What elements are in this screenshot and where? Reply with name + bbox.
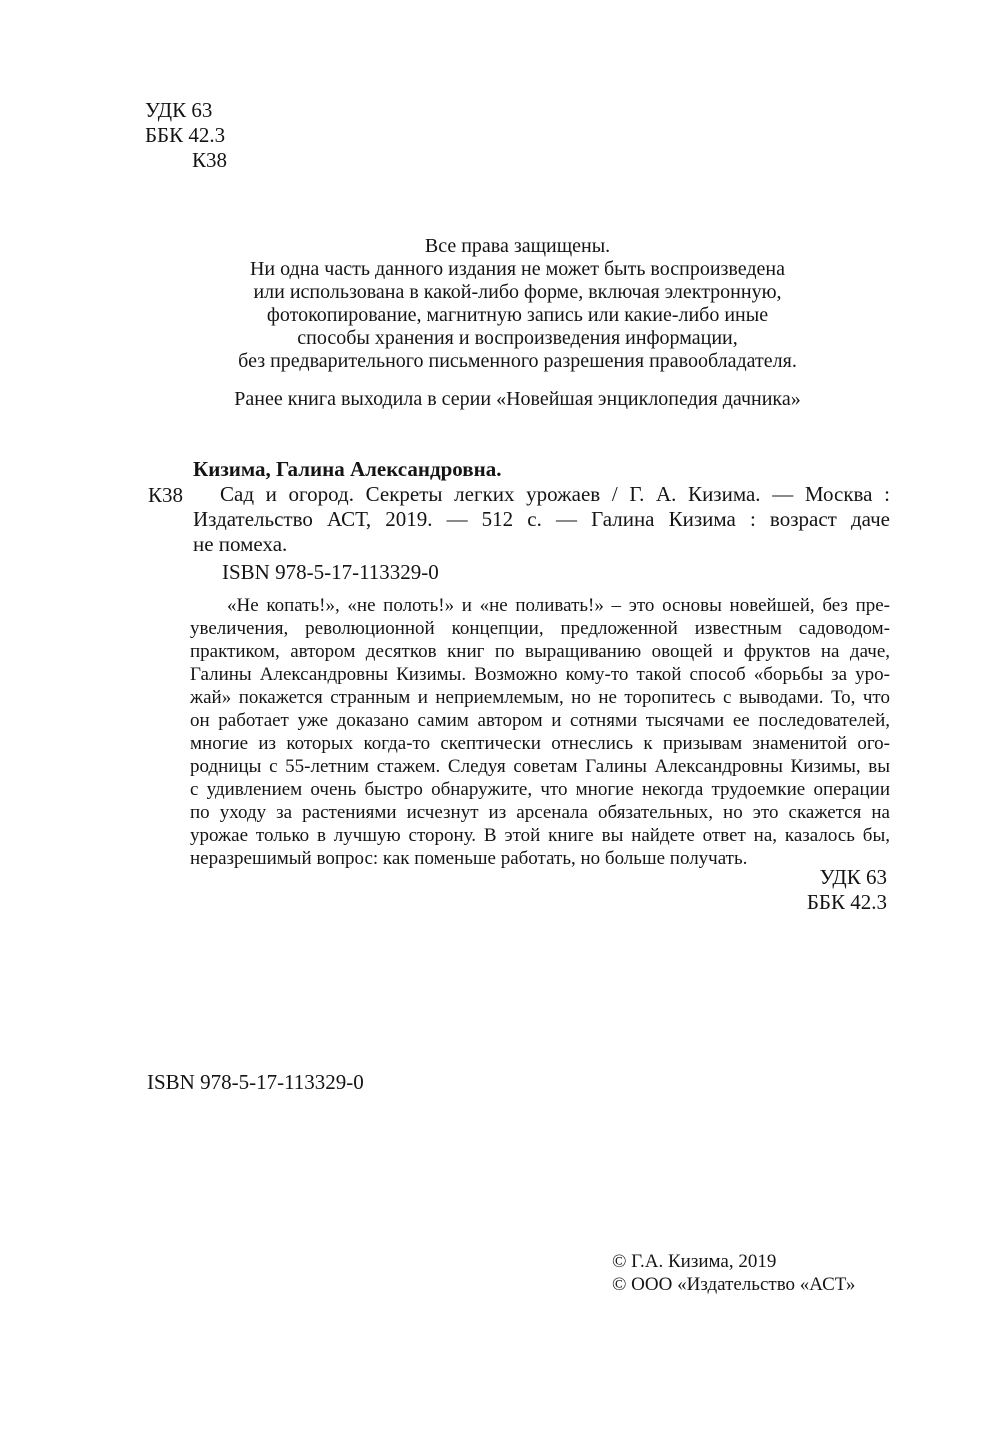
catalog-codes-top	[145, 98, 227, 173]
rights-line: фотокопирование, магнитную запись или какие-либо иные	[266, 304, 769, 326]
copyright-publisher: © ООО «Издательство «АСТ»	[612, 1274, 856, 1295]
rights-line: Ни одна часть данного издания не может быть воспроизведена	[249, 258, 785, 280]
annotation-line: практиком, автором десятков книг по выращиванию овощей и фруктов на даче,	[190, 641, 890, 662]
rights-line: или использована в какой-либо форме, включая электронную,	[253, 281, 782, 303]
catalog-entry-line: не помеха.	[193, 532, 288, 556]
catalog-entry-line: Сад и огород. Секреты легких урожаев / Г. А. Кизима. — Москва :	[220, 482, 890, 506]
bbk-code-bottom: ББК 42.3	[806, 890, 887, 914]
series-note: Ранее книга выходила в серии «Новейшая энциклопедия дачника»	[234, 388, 801, 410]
catalog-entry-code: К38	[148, 483, 184, 507]
annotation-line: Галины Александровны Кизимы. Возможно кому-то такой способ «борьбы за уро-	[190, 664, 890, 685]
bbk-code: ББК 42.3	[145, 123, 226, 147]
copyright-credits	[612, 1250, 855, 1296]
rights-line: Все права защищены.	[424, 235, 611, 257]
annotation-line: неразрешимый вопрос: как поменьше работать, но больше получать.	[190, 848, 748, 869]
annotation	[190, 594, 890, 870]
udk-code: УДК 63	[145, 98, 213, 122]
catalog-entry	[148, 457, 890, 557]
catalog-author-heading: Кизима, Галина Александровна.	[193, 457, 502, 481]
annotation-line: родницы с 55-летним стажем. Следуя советам Галины Александровны Кизимы, вы	[190, 756, 890, 777]
copyright-author: © Г.А. Кизима, 2019	[612, 1251, 777, 1272]
catalog-codes-bottom	[645, 865, 887, 915]
isbn-top: ISBN 978-5-17-113329-0	[222, 560, 439, 584]
annotation-line: жай» покажется странным и неприемлемым, но не торопитесь с выводами. То, что	[190, 687, 890, 708]
annotation-line: с удивлением очень быстро обнаружите, что многие некогда трудоемкие операции	[190, 779, 890, 800]
author-sign-code: К38	[192, 148, 228, 172]
rights-notice	[145, 235, 890, 373]
annotation-line: он работает уже доказано самим автором и сотнями тысячами ее последователей,	[190, 710, 890, 731]
udk-code-bottom: УДК 63	[819, 865, 887, 889]
isbn-bottom: ISBN 978-5-17-113329-0	[147, 1070, 364, 1094]
rights-line: без предварительного письменного разрешения правообладателя.	[238, 350, 797, 372]
annotation-line: увеличения, революционной концепции, предложенной известным садоводом-	[190, 618, 890, 639]
annotation-line: «Не копать!», «не полоть!» и «не поливать!» – это основы новейшей, без пре-	[227, 595, 890, 616]
annotation-line: урожае только в лучшую сторону. В этой книге вы найдете ответ на, казалось бы,	[190, 825, 890, 846]
annotation-line: по уходу за растениями исчезнут из арсенала обязательных, но это скажется на	[190, 802, 890, 823]
catalog-entry-line: Издательство АСТ, 2019. — 512 с. — Галина Кизима : возраст даче	[193, 507, 890, 531]
rights-line: способы хранения и воспроизведения информации,	[297, 327, 738, 349]
annotation-line: многие из которых когда-то скептически отнеслись к призывам знаменитой ого-	[190, 733, 890, 754]
